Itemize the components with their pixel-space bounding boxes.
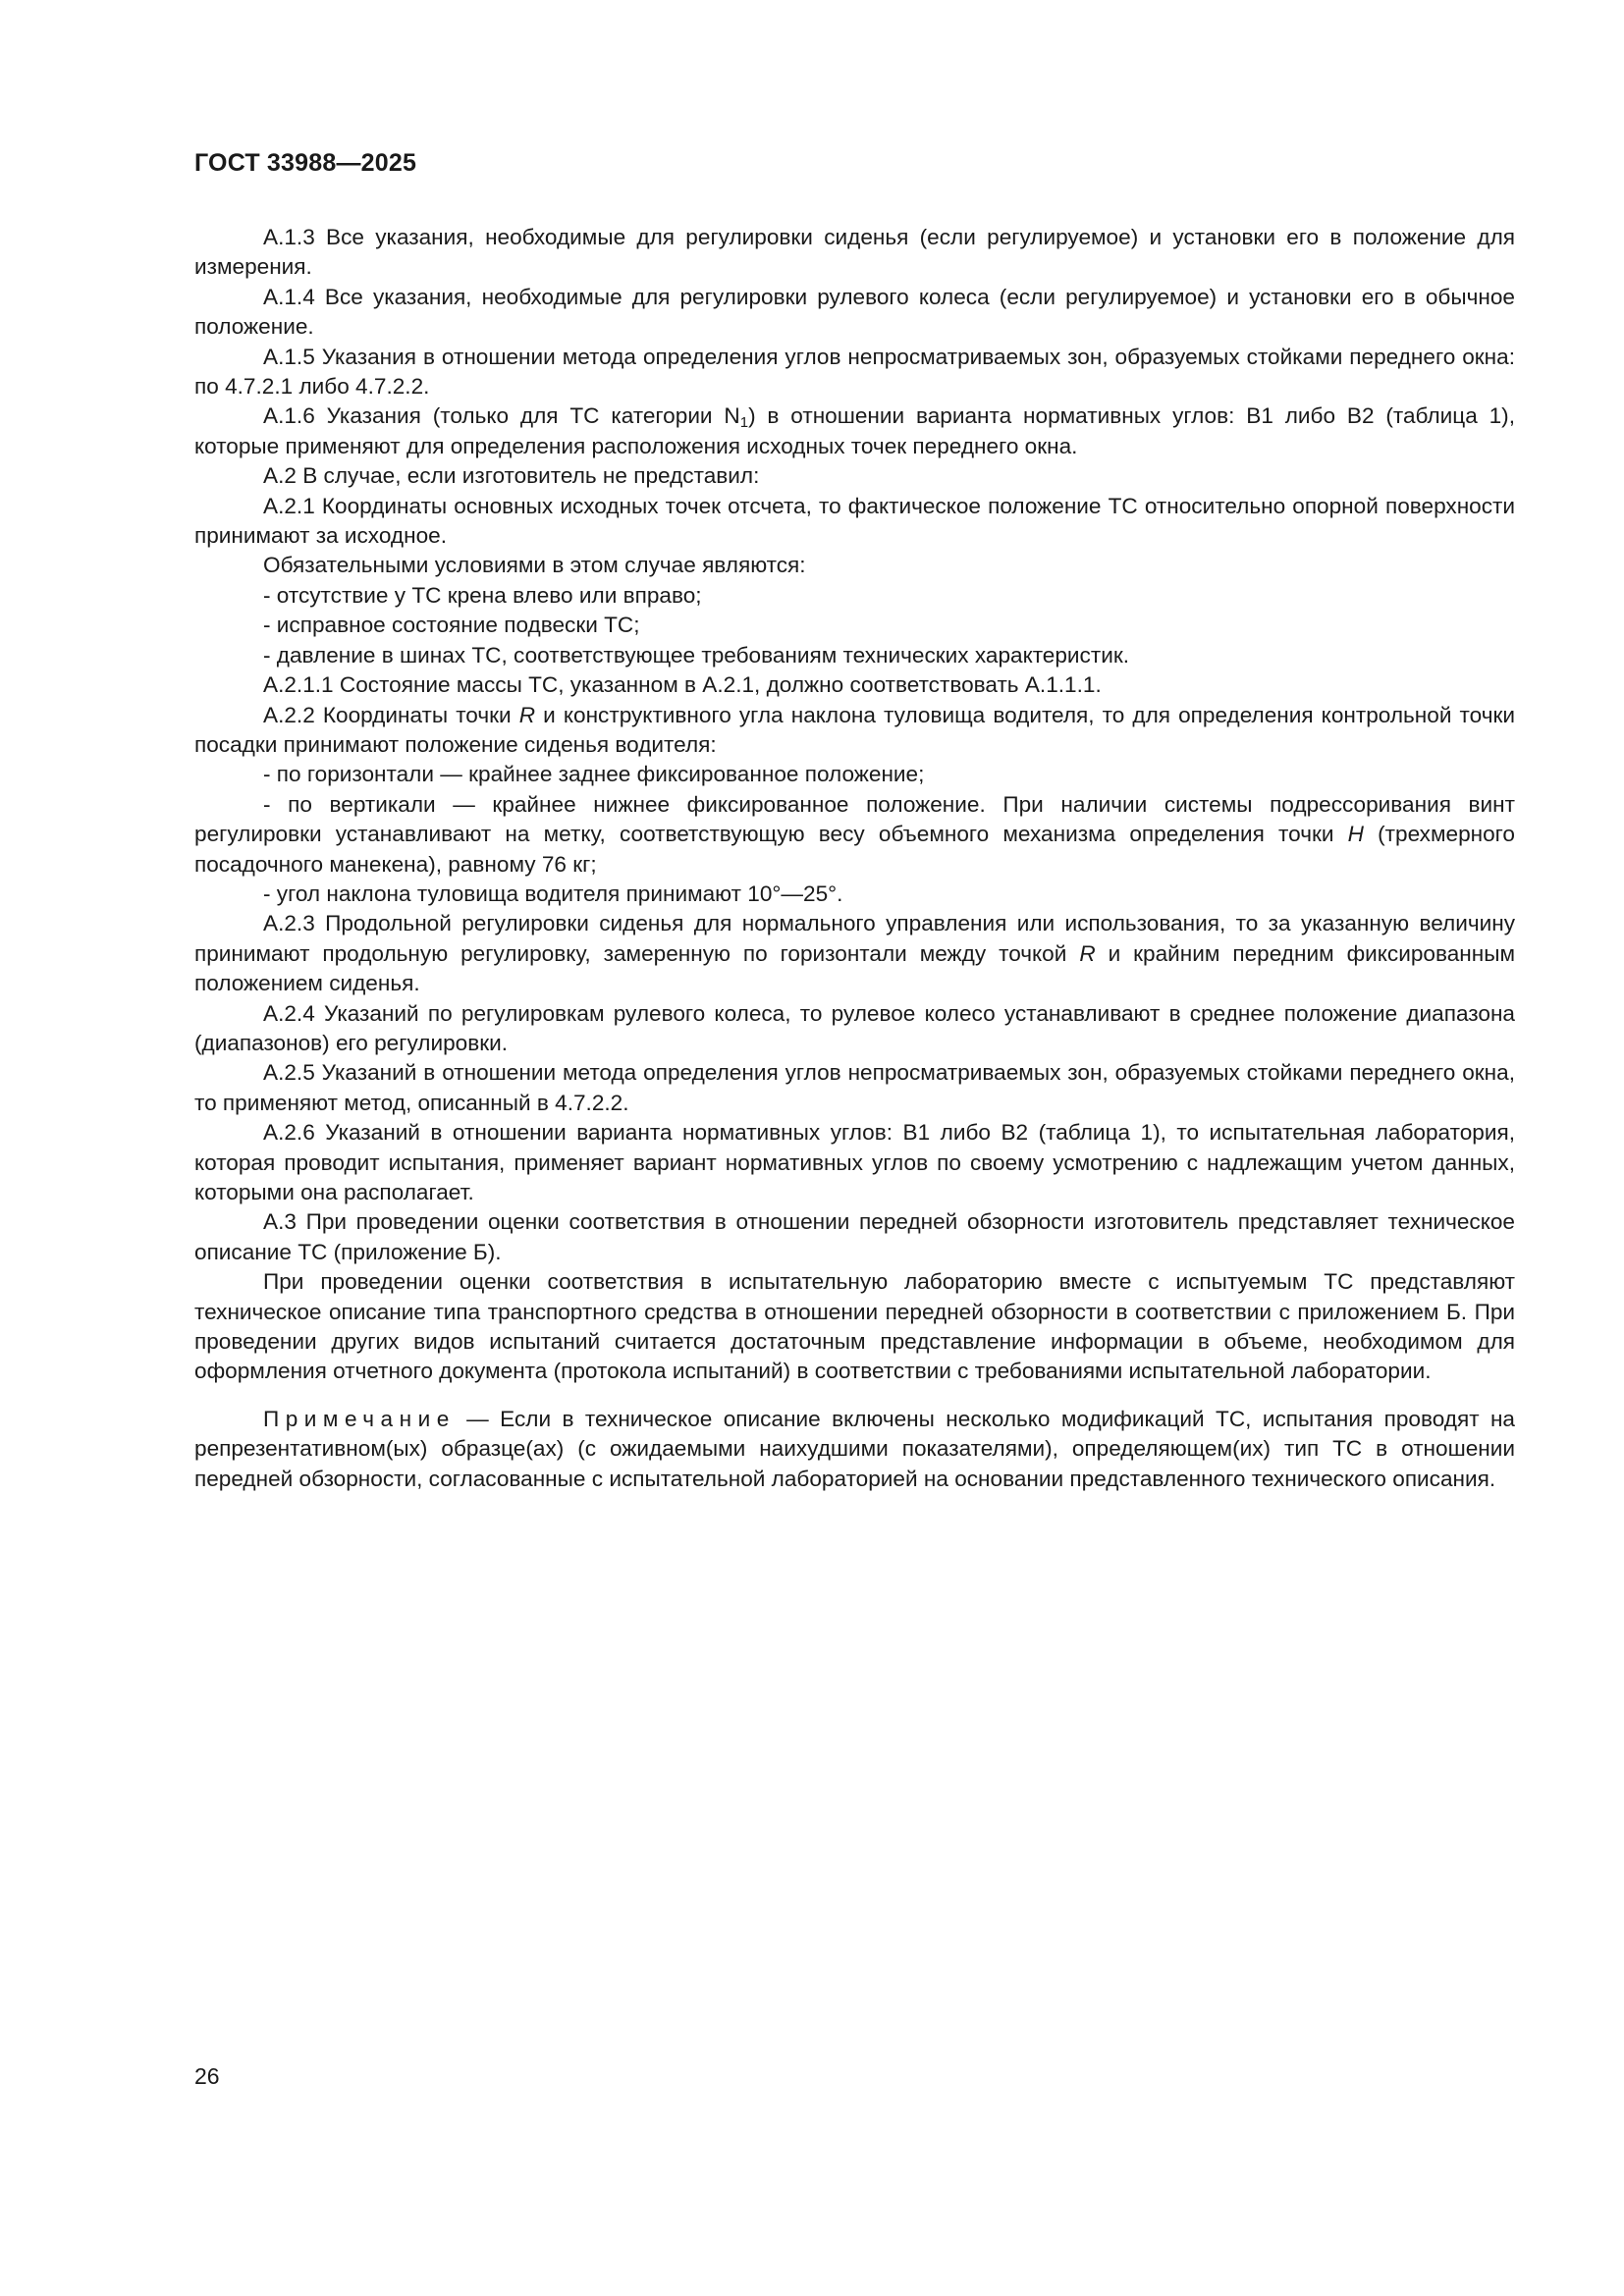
note <box>194 1405 1515 1494</box>
paragraph-a-2-1-1: А.2.1.1 Состояние массы ТС, указанном в А.2.1, должно соответствовать А.1.1.1. <box>263 672 1102 698</box>
paragraph-a-1-6-start: А.1.6 Указания (только для ТС категории N <box>263 403 740 429</box>
list-item-vertical-end: (трехмерного посадочного манекена), равному 76 кг; <box>194 822 1515 877</box>
list-item <box>194 790 1515 880</box>
note-label: Примечание <box>263 1406 456 1431</box>
paragraph-a-2-3-end: и крайним передним фиксированным положением сиденья. <box>194 940 1516 996</box>
paragraph-a-2-3-start: А.2.3 Продольной регулировки сиденья для нормального управления или использования, то за указанную величину принимают продольную регулировку, замеренную по горизонтали между точкой <box>194 911 1515 966</box>
page-number: 26 <box>194 2063 220 2089</box>
paragraph-a-1-3: А.1.3 Все указания, необходимые для регулировки сиденья (если регулируемое) и установки его в положение для измерения. <box>194 225 1515 280</box>
paragraph-a-3: А.3 При проведении оценки соответствия в отношении передней обзорности изготовитель представляет техническое описание ТС (приложение Б). <box>194 1209 1515 1264</box>
paragraph-a-2: А.2 В случае, если изготовитель не представил: <box>263 463 760 489</box>
paragraph-a-2-2 <box>194 701 1515 761</box>
list-item: - угол наклона туловища водителя принимают 10°—25°. <box>263 881 843 906</box>
point-h-symbol: H <box>1347 822 1364 847</box>
document-body <box>194 223 1515 1494</box>
point-r-symbol: R <box>518 702 536 727</box>
paragraph-a-2-6: А.2.6 Указаний в отношении варианта нормативных углов: В1 либо В2 (таблица 1), то испытательная лаборатория, которая проводит испытания, применяет вариант нормативных углов по своему усмотрению с надлежащим учетом данных, которыми она располагает. <box>194 1120 1515 1204</box>
note-text: — Если в техническое описание включены несколько модификаций ТС, испытания проводят на репрезентативном(ых) образце(ах) (с ожидаемыми наихудшими показателями), определяющем(их) тип ТС в отношении передней обзорности, согласованные с испытательной лабораторией на основании представленного технического описания. <box>194 1406 1515 1491</box>
paragraph-a-1-6-end: ) в отношении варианта нормативных углов: В1 либо В2 (таблица 1), которые применяют для определения расположения исходных точек переднего окна. <box>194 403 1515 458</box>
document-header: ГОСТ 33988—2025 <box>194 149 417 177</box>
paragraph-a-1-4: А.1.4 Все указания, необходимые для регулировки рулевого колеса (если регулируемое) и установки его в обычное положение. <box>194 284 1515 340</box>
category-subscript: 1 <box>739 414 749 432</box>
paragraph-a-2-2-end: и конструктивного угла наклона туловища водителя, то для определения контрольной точки посадки принимают положение сиденья водителя: <box>194 702 1515 757</box>
list-item: - исправное состояние подвески ТС; <box>263 613 640 638</box>
paragraph-a-3-continued: При проведении оценки соответствия в испытательную лабораторию вместе с испытуемым ТС представляют техническое описание типа транспортного средства в отношении передней обзорности в соответствии с приложением Б. При проведении других видов испытаний считается достаточным представление информации в объеме, необходимом для оформления отчетного документа (протокола испытаний) в соответствии с требованиями испытательной лаборатории. <box>194 1269 1515 1384</box>
paragraph-a-2-5: А.2.5 Указаний в отношении метода определения углов непросматриваемых зон, образуемых стойками переднего окна, то применяют метод, описанный в 4.7.2.2. <box>194 1060 1515 1115</box>
paragraph-a-2-2-start: А.2.2 Координаты точки <box>263 702 519 727</box>
paragraph-a-2-1: А.2.1 Координаты основных исходных точек отсчета, то фактическое положение ТС относительно опорной поверхности принимают за исходное. <box>194 493 1515 549</box>
point-r-symbol: R <box>1079 940 1096 966</box>
paragraph-a-1-6 <box>194 401 1515 461</box>
paragraph-a-2-4: А.2.4 Указаний по регулировкам рулевого колеса, то рулевое колесо устанавливают в среднее положение диапазона (диапазонов) его регулировки. <box>194 1000 1515 1055</box>
paragraph-a-2-3 <box>194 909 1515 998</box>
list-item: - отсутствие у ТС крена влево или вправо; <box>263 582 702 608</box>
list-item: - давление в шинах ТС, соответствующее требованиям технических характеристик. <box>263 642 1129 667</box>
paragraph-a-1-5: А.1.5 Указания в отношении метода определения углов непросматриваемых зон, образуемых стойками переднего окна: по 4.7.2.1 либо 4.7.2.2. <box>194 344 1515 400</box>
paragraph-conditions-intro: Обязательными условиями в этом случае являются: <box>263 553 806 578</box>
list-item-vertical-start: - по вертикали — крайнее нижнее фиксированное положение. При наличии системы подрессоривания винт регулировки устанавливают на метку, соответствующую весу объемного механизма определения точки <box>194 791 1515 847</box>
list-item: - по горизонтали — крайнее заднее фиксированное положение; <box>263 762 925 787</box>
